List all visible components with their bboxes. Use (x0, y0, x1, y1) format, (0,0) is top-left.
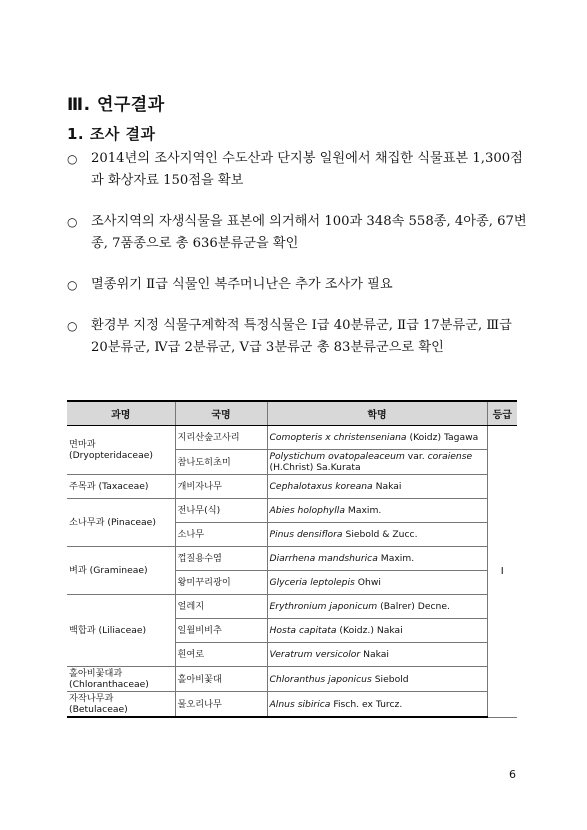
sci-name-author: Maxim. (377, 553, 415, 564)
sci-name-italic: Diarrhena mandshurica (269, 553, 378, 564)
bullet-text: 2014년의 조사지역인 수도산과 단지봉 일원에서 채집한 식물표본 1,300점과 화상자료 150점을 확보 (91, 151, 523, 188)
sci-name-italic: Cephalotaxus koreana (269, 481, 373, 492)
bullet-item (67, 315, 527, 359)
bullet-item (67, 148, 527, 192)
bullet-item (67, 274, 527, 296)
bullet-text: 멸종위기 Ⅱ급 식물인 복주머니난은 추가 조사가 필요 (91, 277, 393, 292)
sci-name-italic: Erythronium japonicum (269, 601, 378, 612)
family-cell: 홀아비꽃대과 (Chloranthaceae) (67, 667, 175, 692)
special-plants-table (67, 400, 517, 718)
sci-name-author: (Koidz) Tagawa (406, 432, 479, 443)
sci-name-author: (Koidz.) Nakai (336, 625, 403, 636)
sci-name-italic: coraiense (427, 451, 473, 462)
sci-name-author: Fisch. ex Turcz. (330, 698, 403, 710)
subsection-title: 1. 조사 결과 (67, 125, 156, 143)
korean-name-cell: 지리산숲고사리 (175, 426, 267, 450)
scientific-name-cell (267, 619, 487, 643)
sci-name-author: (H.Christ) Sa.Kurata (269, 462, 361, 473)
korean-name-cell: 껍질용수염 (175, 547, 267, 571)
scientific-name-cell (267, 547, 487, 571)
sci-name-author: Nakai (372, 481, 402, 492)
header-family: 과명 (67, 401, 175, 426)
scientific-name-cell (267, 667, 487, 692)
korean-name-cell: 일월비비추 (175, 619, 267, 643)
family-cell: 벼과 (Gramineae) (67, 547, 175, 595)
sci-name-author: (Balrer) Decne. (377, 601, 450, 612)
sci-name-author: var. (404, 451, 428, 462)
family-cell: 자작나무과 (Betulaceae) (67, 692, 175, 718)
sci-name-italic: Comopteris x christenseniana (269, 432, 407, 443)
korean-name-cell: 물오리나무 (175, 692, 267, 718)
korean-name-cell: 왕미꾸리광이 (175, 571, 267, 595)
table-row (67, 499, 517, 523)
sci-name-author: Siebold (371, 673, 409, 685)
sci-name-italic: Pinus densiflora (269, 529, 343, 540)
korean-name-cell: 참나도히초미 (175, 450, 267, 475)
table-row (67, 475, 517, 499)
scientific-name-cell (267, 426, 487, 450)
bullet-item (67, 211, 527, 255)
section-title: Ⅲ. 연구결과 (67, 95, 165, 115)
table-row (67, 692, 517, 718)
sci-name-italic: Polystichum ovatopaleaceum (269, 451, 405, 462)
korean-name-cell: 개비자나무 (175, 475, 267, 499)
family-cell: 주목과 (Taxaceae) (67, 475, 175, 499)
scientific-name-cell (267, 571, 487, 595)
korean-name-cell: 흰여로 (175, 643, 267, 667)
korean-name-cell: 홀아비꽃대 (175, 667, 267, 692)
sci-name-italic: Veratrum versicolor (269, 649, 361, 660)
family-cell: 백합과 (Liliaceae) (67, 595, 175, 667)
korean-name-cell: 전나무(식) (175, 499, 267, 523)
table-header-row (67, 401, 517, 426)
scientific-name-cell (267, 450, 487, 475)
results-bullet-list (67, 148, 527, 378)
bullet-text: 조사지역의 자생식물을 표본에 의거해서 100과 348속 558종, 4아종, 67변종, 7품종으로 총 636분류군을 확인 (91, 214, 527, 251)
korean-name-cell: 소나무 (175, 523, 267, 547)
scientific-name-cell (267, 523, 487, 547)
korean-name-cell: 얼레지 (175, 595, 267, 619)
sci-name-author: Nakai (360, 649, 389, 660)
table-row (67, 667, 517, 692)
sci-name-italic: Chloranthus japonicus (269, 673, 372, 685)
grade-cell: Ⅰ (487, 426, 517, 718)
sci-name-author: Maxim. (344, 505, 382, 516)
sci-name-italic: Glyceria leptolepis (269, 577, 355, 588)
bullet-text: 환경부 지정 식물구계학적 특정식물은 Ⅰ급 40분류군, Ⅱ급 17분류군, Ⅲ급 20분류군, Ⅳ급 2분류군, Ⅴ급 3분류군 총 83분류군으로 확인 (91, 318, 512, 355)
header-korean-name: 국명 (175, 401, 267, 426)
table-row (67, 426, 517, 450)
scientific-name-cell (267, 499, 487, 523)
sci-name-italic: Hosta capitata (269, 625, 337, 636)
table-row (67, 547, 517, 571)
scientific-name-cell (267, 475, 487, 499)
sci-name-author: Ohwi (354, 577, 381, 588)
bullet-marker: ○ (67, 319, 78, 333)
family-cell: 면마과 (Dryopteridaceae) (67, 426, 175, 475)
header-grade: 등급 (487, 401, 517, 426)
bullet-marker: ○ (67, 215, 78, 229)
sci-name-italic: Abies holophylla (269, 505, 345, 516)
scientific-name-cell (267, 595, 487, 619)
bullet-marker: ○ (67, 278, 78, 292)
scientific-name-cell (267, 692, 487, 718)
sci-name-italic: Alnus sibirica (269, 698, 331, 710)
family-cell: 소나무과 (Pinaceae) (67, 499, 175, 547)
sci-name-author: Siebold & Zucc. (342, 529, 418, 540)
bullet-marker: ○ (67, 152, 78, 166)
scientific-name-cell (267, 643, 487, 667)
header-scientific-name: 학명 (267, 401, 487, 426)
table-row (67, 595, 517, 619)
page-number: 6 (509, 768, 516, 781)
